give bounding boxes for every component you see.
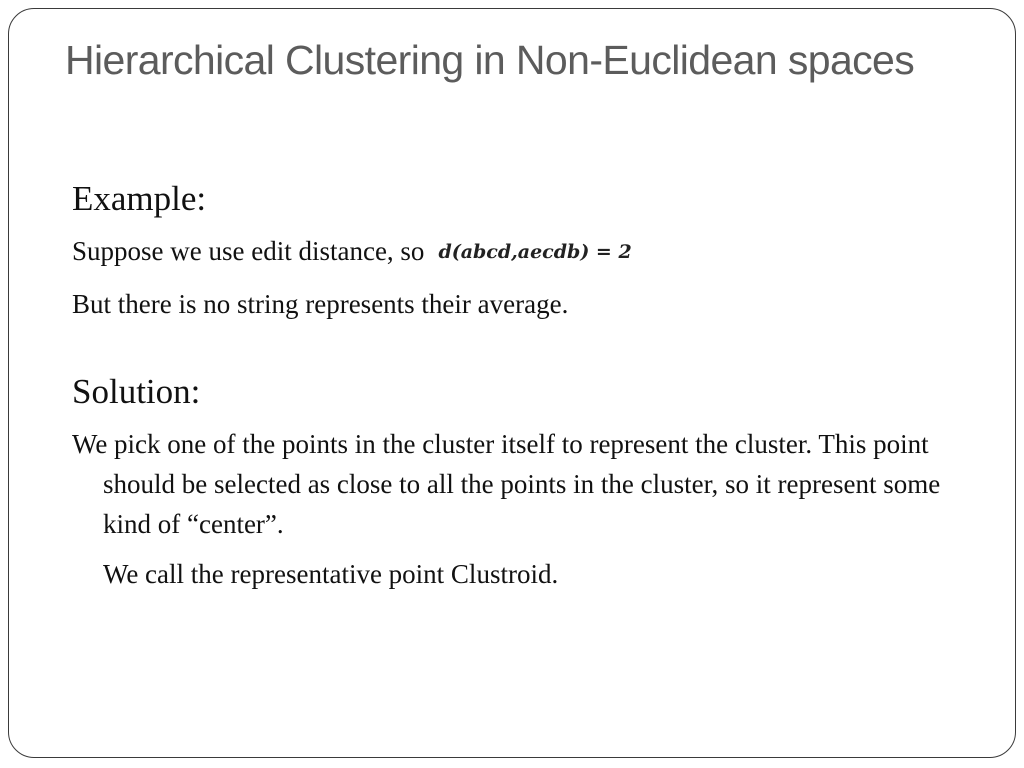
example-heading: Example: xyxy=(72,179,207,218)
example-line-edit-distance xyxy=(72,231,972,274)
slide-body xyxy=(72,177,972,594)
example-line-average: But there is no string represents their average. xyxy=(72,288,569,319)
solution-heading: Solution: xyxy=(72,371,201,411)
slide-frame xyxy=(8,8,1016,758)
slide-title: Hierarchical Clustering in Non-Euclidean spaces xyxy=(65,37,915,83)
solution-paragraph: We pick one of the points in the cluster itself to represent the cluster. This point should be selected as close to all the points in the cluster, so it represent some kind of “center”. xyxy=(72,428,941,539)
example-line-text: Suppose we use edit distance, so xyxy=(72,236,425,266)
solution-clustroid-line: We call the representative point Clustroid. xyxy=(103,558,559,589)
edit-distance-formula: d(abcd,aecdb) = 2 xyxy=(438,240,632,263)
